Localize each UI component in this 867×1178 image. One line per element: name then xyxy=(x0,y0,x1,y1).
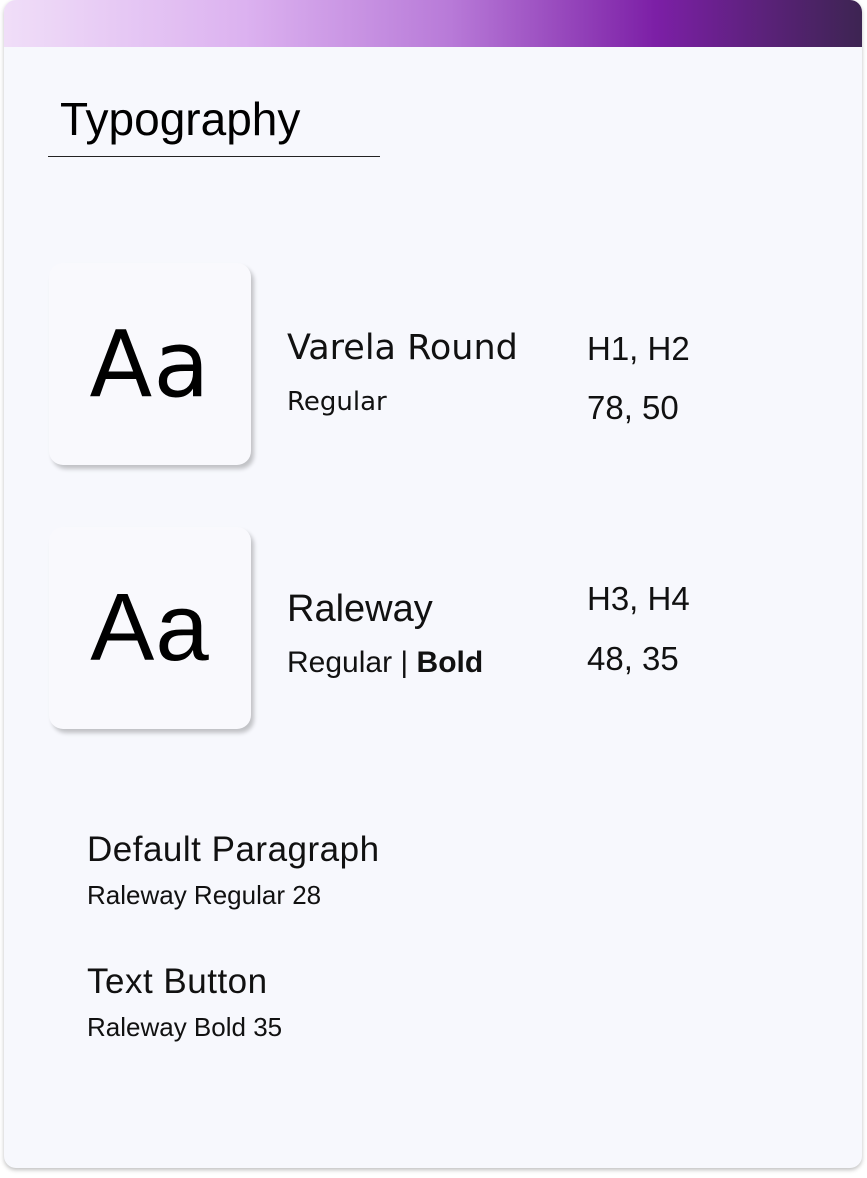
font-weights xyxy=(287,387,387,417)
typography-card xyxy=(4,0,862,1168)
text-style-name: Default Paragraph xyxy=(87,830,380,869)
text-style-name: Text Button xyxy=(87,962,268,1001)
font-name: Raleway xyxy=(287,588,433,630)
title-underline xyxy=(48,156,380,157)
font-weight-regular: Regular xyxy=(287,387,387,417)
font-weight-bold: Bold xyxy=(416,646,484,679)
text-style-spec: Raleway Regular 28 xyxy=(87,880,322,910)
section-title: Typography xyxy=(60,93,301,145)
font-sample-glyph: Aa xyxy=(89,310,211,418)
gradient-header-bar xyxy=(4,0,862,47)
font-sample-tile-raleway xyxy=(49,527,251,729)
font-usage: H1, H2 xyxy=(587,330,690,367)
font-weight-separator: | xyxy=(392,646,417,679)
font-weight-regular: Regular xyxy=(287,646,393,679)
font-weights xyxy=(287,646,483,680)
font-sizes: 78, 50 xyxy=(587,389,679,426)
text-style-spec: Raleway Bold 35 xyxy=(87,1012,283,1042)
font-sizes: 48, 35 xyxy=(587,640,679,677)
font-usage: H3, H4 xyxy=(587,580,690,617)
font-name: Varela Round xyxy=(287,328,518,368)
font-sample-tile-varela-round xyxy=(49,263,251,465)
font-sample-glyph: Aa xyxy=(90,574,210,681)
